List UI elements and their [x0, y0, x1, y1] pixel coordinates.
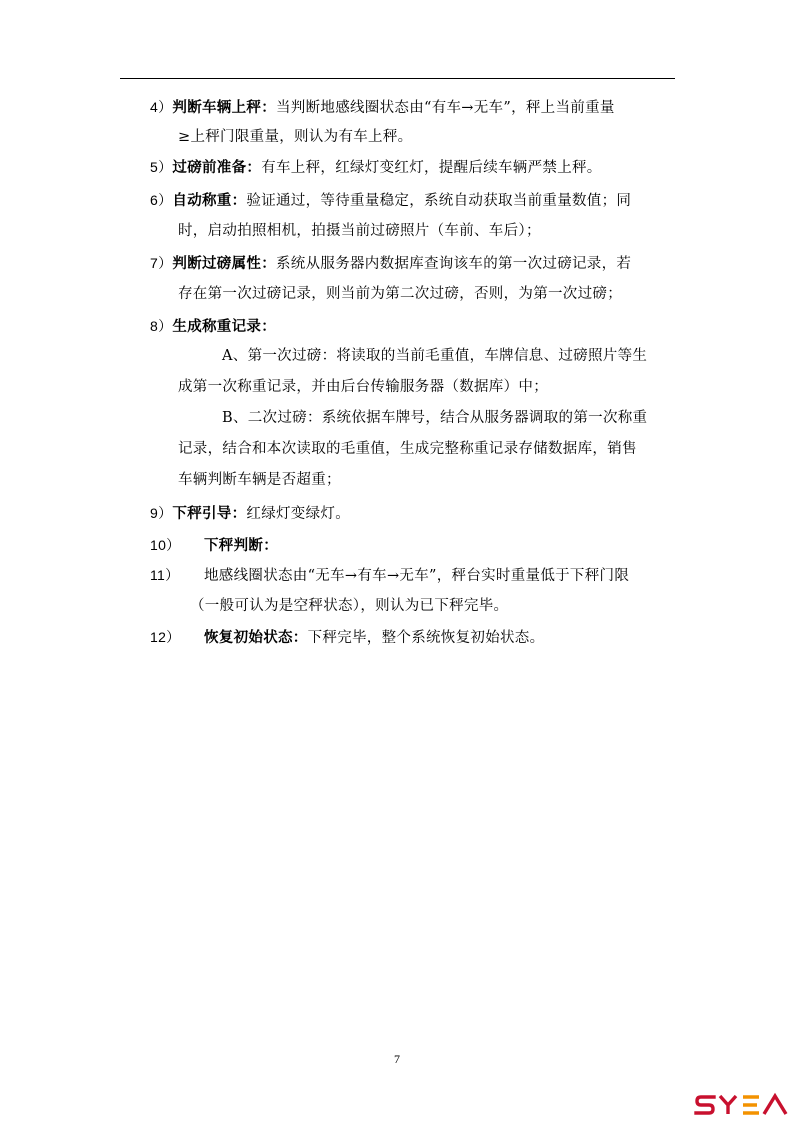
- list-item: [150, 253, 631, 274]
- item-number: 7）: [150, 255, 173, 271]
- list-item: [150, 627, 544, 648]
- sub-item-a-line: A、第一次过磅：将读取的当前毛重值，车牌信息、过磅照片等生: [222, 348, 648, 364]
- item-text: 地感线圈状态由“无车→有车→无车”，秤台实时重量低于下秤门限: [204, 568, 630, 584]
- item-number: 11）: [150, 567, 180, 583]
- item-title: 判断过磅属性：: [172, 256, 276, 272]
- item-number: 4）: [150, 99, 173, 115]
- item-title: 判断车辆上秤：: [172, 100, 276, 116]
- item-number: 8）: [150, 318, 173, 334]
- item-continuation: 存在第一次过磅记录，则当前为第二次过磅，否则，为第一次过磅；: [178, 286, 622, 302]
- item-title: 下秤引导：: [172, 506, 247, 522]
- syea-logo: [694, 1092, 792, 1118]
- item-continuation: （一般可认为是空秤状态），则认为已下秤完毕。: [190, 598, 509, 614]
- page-number: 7: [394, 1052, 400, 1066]
- item-number: 9）: [150, 505, 173, 521]
- item-number: 5）: [150, 159, 173, 175]
- item-title: 过磅前准备：: [172, 160, 262, 176]
- item-text: 有车上秤，红绿灯变红灯，提醒后续车辆严禁上秤。: [261, 160, 602, 176]
- list-item: [150, 503, 350, 524]
- sub-item-b-line: 车辆判断车辆是否超重；: [178, 472, 341, 488]
- item-title: 恢复初始状态：: [204, 630, 308, 646]
- item-text: 当判断地感线圈状态由“有车→无车”，秤上当前重量: [276, 100, 615, 116]
- item-title: 下秤判断：: [204, 538, 278, 554]
- sub-item-b-line: 记录，结合和本次读取的毛重值，生成完整称重记录存储数据库，销售: [178, 441, 637, 457]
- list-item: [150, 316, 276, 337]
- item-title: 生成称重记录：: [172, 319, 276, 335]
- item-text: 验证通过，等待重量稳定，系统自动获取当前重量数值；同: [246, 193, 632, 209]
- sub-item-b-line: B、二次过磅：系统依据车牌号，结合从服务器调取的第一次称重: [222, 410, 648, 426]
- item-number: 6）: [150, 192, 173, 208]
- item-number: 10）: [150, 537, 181, 553]
- list-item: [150, 97, 615, 118]
- list-item: [150, 190, 631, 211]
- list-item: [150, 535, 278, 556]
- sub-item-a-line: 成第一次称重记录，并由后台传输服务器（数据库）中；: [178, 379, 548, 395]
- list-item: [150, 157, 602, 178]
- header-rule: [120, 78, 675, 79]
- item-continuation: ≥上秤门限重量，则认为有车上秤。: [178, 129, 413, 145]
- item-text: 下秤完毕，整个系统恢复初始状态。: [307, 630, 545, 646]
- list-item: [150, 565, 629, 586]
- item-title: 自动称重：: [172, 193, 247, 209]
- item-number: 12）: [150, 629, 181, 645]
- item-text: 红绿灯变绿灯。: [246, 506, 350, 522]
- item-continuation: 时，启动拍照相机，拍摄当前过磅照片（车前、车后）；: [178, 223, 541, 239]
- item-text: 系统从服务器内数据库查询该车的第一次过磅记录，若: [276, 256, 632, 272]
